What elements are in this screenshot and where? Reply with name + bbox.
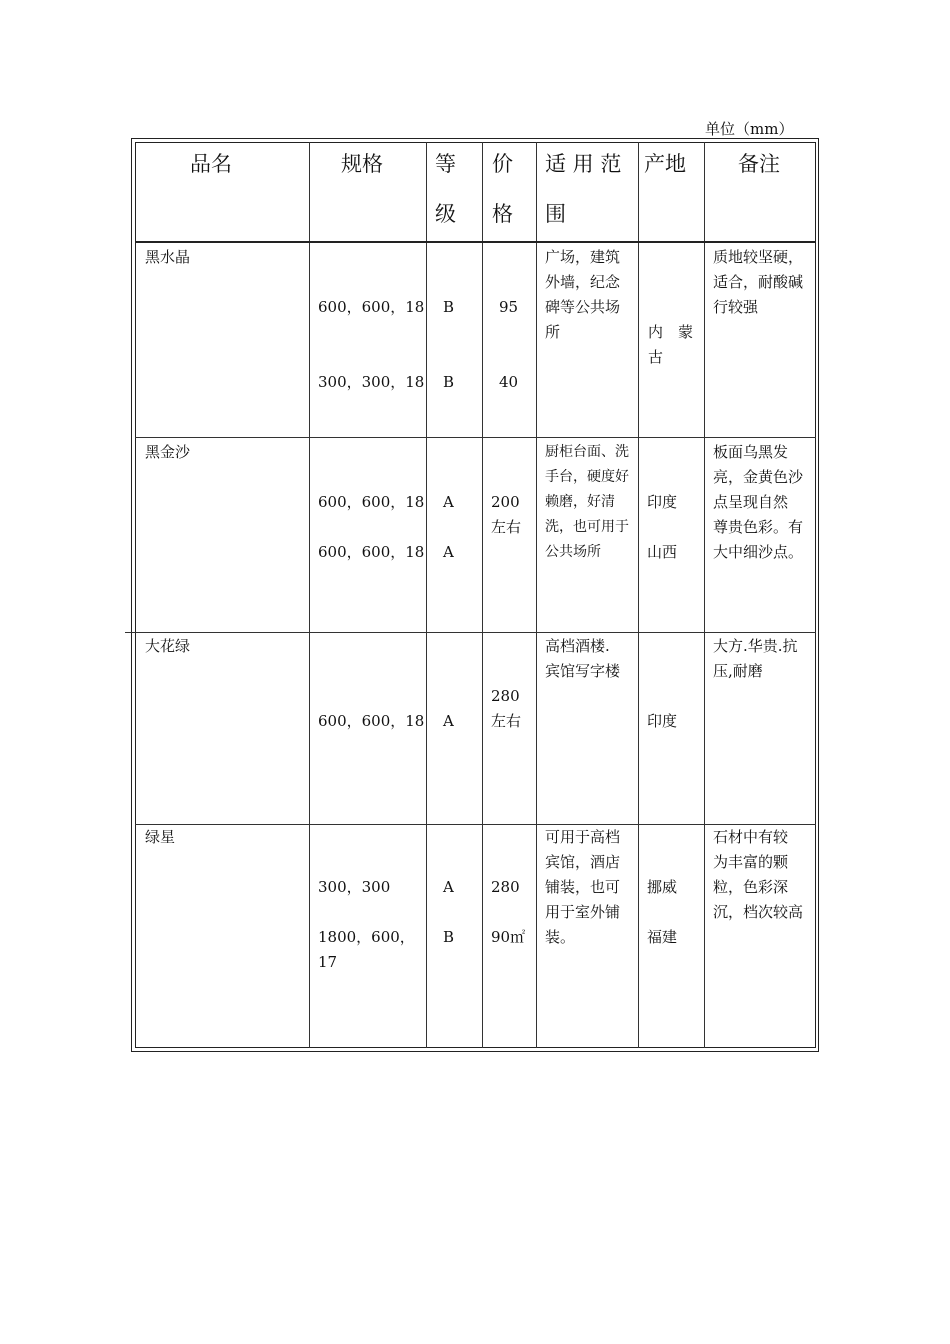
row4-spec-2a: 1800，600， [318,928,415,946]
row2-origin-1: 印度 [647,493,678,511]
row3-origin-1: 印度 [647,712,678,730]
col-divider [309,142,310,1048]
header-name: 品名 [190,152,232,176]
row3-grade-1: A [443,712,454,730]
row3-price-2: 左右 [491,712,522,730]
row4-note-4: 沉，档次较高 [713,903,804,921]
row2-price-2: 左右 [491,518,522,536]
header-grade-line2: 级 [435,202,456,226]
row2-note-1: 板面乌黑发 [713,443,789,461]
row4-usage-2: 宾馆，酒店 [545,853,621,871]
row4-note-3: 粒，色彩深 [713,878,789,896]
row4-spec-2b: 17 [318,953,338,971]
row1-spec-2: 300，300，18 [318,373,425,391]
row4-note-2: 为丰富的颗 [713,853,789,871]
col-divider [638,142,639,1048]
row2-usage-2: 手台，硬度好 [545,469,629,485]
row4-usage-5: 装。 [545,928,576,946]
row2-note-4: 尊贵色彩。有 [713,518,804,536]
col-divider [536,142,537,1048]
row2-grade-1: A [443,493,454,511]
row3-name: 大花绿 [145,637,191,655]
row1-origin-1: 内 蒙 [648,323,694,341]
row1-note-1: 质地较坚硬， [713,248,804,266]
row2-note-5: 大中细沙点。 [713,543,804,561]
row2-usage-4: 洗，也可用于 [545,519,629,535]
row2-note-2: 亮，金黄色沙 [713,468,804,486]
row2-usage-3: 赖磨，好清 [545,494,615,510]
row4-spec-1: 300，300 [318,878,391,896]
row2-name: 黑金沙 [145,443,191,461]
row-divider [135,437,816,438]
row3-usage-1: 高档酒楼. [545,637,610,655]
header-origin: 产地 [644,152,686,176]
row4-usage-3: 铺装，也可 [545,878,621,896]
row4-origin-2: 福建 [647,928,678,946]
row4-price-2: 90㎡ [491,928,526,946]
row1-price-1: 95 [499,298,519,316]
row3-spec-1: 600，600，18 [318,712,425,730]
row3-note-2: 压,耐磨 [713,662,763,680]
row2-spec-1: 600，600，18 [318,493,425,511]
row2-origin-2: 山西 [647,543,678,561]
row2-grade-2: A [443,543,454,561]
header-spec: 规格 [341,152,383,176]
row4-price-1: 280 [491,878,520,896]
row-divider [125,632,816,633]
row1-usage-3: 碑等公共场 [545,298,621,316]
header-price-line1: 价 [492,152,513,176]
row4-grade-2: B [443,928,455,946]
row1-usage-2: 外墙，纪念 [545,273,621,291]
row1-usage-4: 所 [545,323,561,341]
header-price-line2: 格 [492,202,513,226]
header-note: 备注 [738,152,780,176]
row3-price-1: 280 [491,687,520,705]
row3-usage-2: 宾馆写字楼 [545,662,621,680]
row1-price-2: 40 [499,373,519,391]
row1-name: 黑水晶 [145,248,191,266]
row4-usage-4: 用于室外铺 [545,903,621,921]
unit-label: 单位（mm） [705,120,794,138]
col-divider [482,142,483,1048]
header-usage-line1: 适 用 范 [545,152,622,176]
row1-grade-2: B [443,373,455,391]
row2-price-1: 200 [491,493,520,511]
row2-usage-1: 厨柜台面、洗 [545,444,629,460]
row4-note-1: 石材中有较 [713,828,789,846]
row3-note-1: 大方.华贵.抗 [713,637,798,655]
row4-origin-1: 挪威 [647,878,678,896]
row2-note-3: 点呈现自然 [713,493,789,511]
row1-grade-1: B [443,298,455,316]
col-divider [704,142,705,1048]
row2-usage-5: 公共场所 [545,544,601,560]
row4-grade-1: A [443,878,454,896]
col-divider [426,142,427,1048]
row4-name: 绿星 [145,828,176,846]
header-usage-line2: 围 [545,202,566,226]
header-grade-line1: 等 [435,152,456,176]
header-divider [135,241,816,243]
row1-usage-1: 广场，建筑 [545,248,621,266]
row1-note-2: 适合，耐酸碱 [713,273,804,291]
row1-spec-1: 600，600，18 [318,298,425,316]
row1-note-3: 行较强 [713,298,759,316]
row2-spec-2: 600，600，18 [318,543,425,561]
row4-usage-1: 可用于高档 [545,828,621,846]
row1-origin-2: 古 [648,348,664,366]
